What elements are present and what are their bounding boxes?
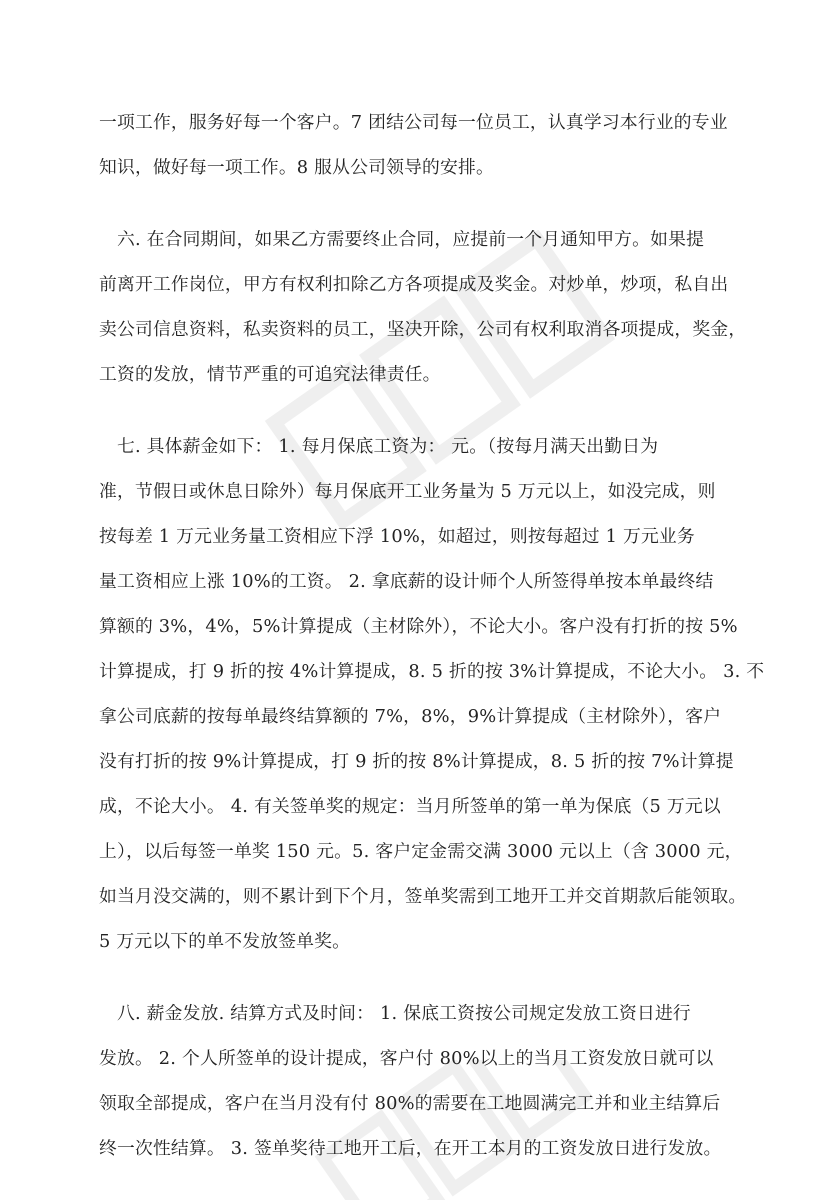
paragraph-line: 成，不论大小。 4. 有关签单奖的规定：当月所签单的第一单为保底（5 万元以 [99,796,721,817]
paragraph-line: 八. 薪金发放. 结算方式及时间： 1. 保底工资按公司规定发放工资日进行 [99,1003,691,1024]
paragraph-line: 上），以后每签一单奖 150 元。5. 客户定金需交满 3000 元以上（含 3000 元， [99,841,743,862]
paragraph-line: 七. 具体薪金如下： 1. 每月保底工资为： 元。（按每月满天出勤日为 [99,436,659,457]
paragraph-line: 量工资相应上涨 10%的工资。 2. 拿底薪的设计师个人所签得单按本单最终结 [99,571,714,592]
paragraph-line: 没有打折的按 9%计算提成，打 9 折的按 8%计算提成，8. 5 折的按 7%计算提 [99,751,734,772]
paragraph-line: 终一次性结算。 3. 签单奖待工地开工后，在开工本月的工资发放日进行发放。 [99,1138,722,1159]
paragraph-line: 发放。 2. 个人所签单的设计提成，客户付 80%以上的当月工资发放日就可以 [99,1048,714,1069]
paragraph-line: 工资的发放，情节严重的可追究法律责任。 [99,364,441,385]
paragraph-line: 按每差 1 万元业务量工资相应下浮 10%，如超过，则按每超过 1 万元业务 [99,526,695,547]
paragraph-line: 一项工作，服务好每一个客户。7 团结公司每一位员工，认真学习本行业的专业 [99,112,728,133]
paragraph-line: 计算提成，打 9 折的按 4%计算提成，8. 5 折的按 3%计算提成，不论大小。 3. 不 [99,661,765,682]
paragraph-line: 准，节假日或休息日除外）每月保底开工业务量为 5 万元以上，如没完成，则 [99,481,716,502]
paragraph-line: 如当月没交满的，则不累计到下个月，签单奖需到工地开工并交首期款后能领取。 [99,886,747,907]
paragraph-line: 领取全部提成，客户在当月没有付 80%的需要在工地圆满完工并和业主结算后 [99,1093,721,1114]
paragraph-line: 拿公司底薪的按每单最终结算额的 7%，8%，9%计算提成（主材除外），客户 [99,706,722,727]
paragraph-line: 知识，做好每一项工作。8 服从公司领导的安排。 [99,157,494,178]
paragraph-line: 六. 在合同期间，如果乙方需要终止合同，应提前一个月通知甲方。如果提 [99,229,705,250]
paragraph-line: 卖公司信息资料，私卖资料的员工，坚决开除，公司有权利取消各项提成，奖金， [99,319,747,340]
paragraph-line: 前离开工作岗位，甲方有权利扣除乙方各项提成及奖金。对炒单，炒项，私自出 [99,274,729,295]
watermark-icon [300,1060,600,1200]
paragraph-line: 算额的 3%，4%，5%计算提成（主材除外），不论大小。客户没有打折的按 5% [99,616,738,637]
paragraph-line: 5 万元以下的单不发放签单奖。 [99,931,351,952]
